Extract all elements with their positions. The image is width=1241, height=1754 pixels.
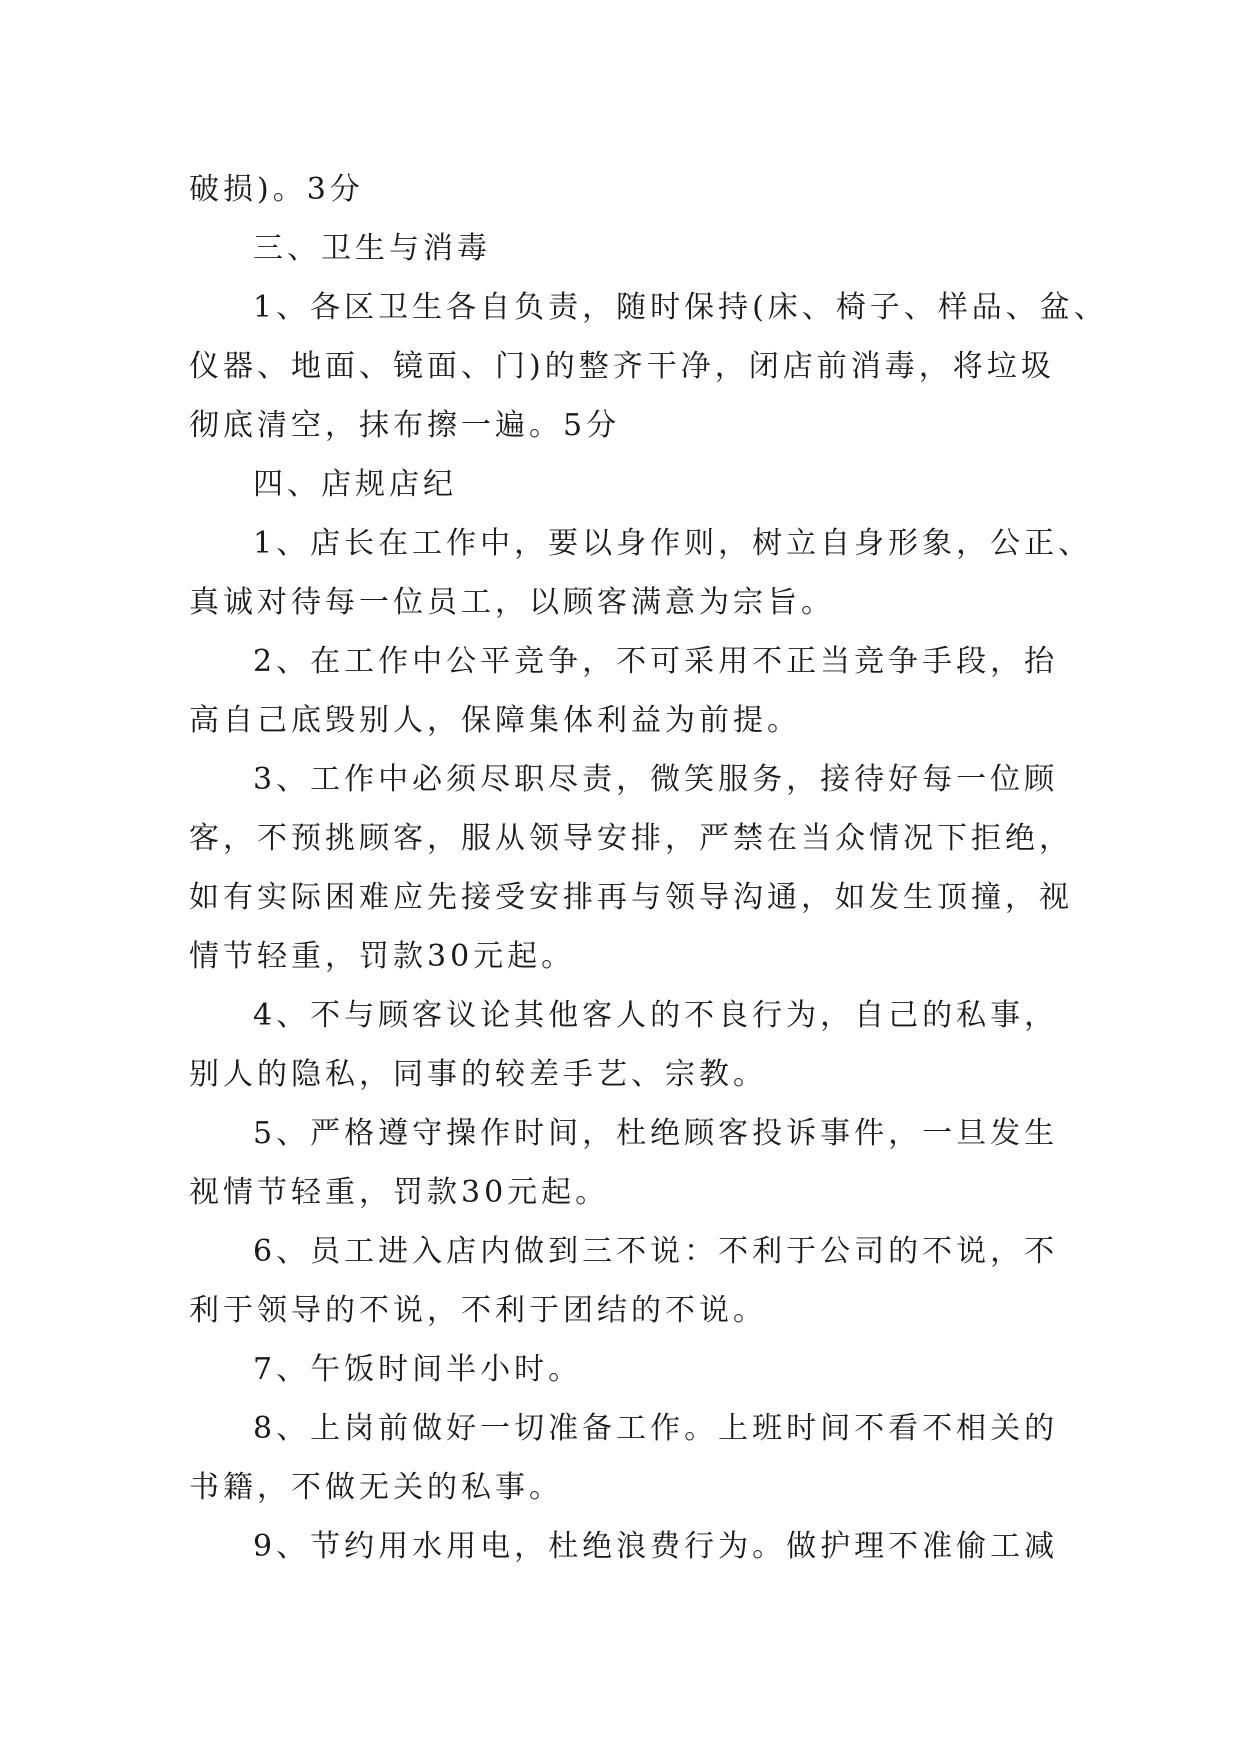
text-line: 情节轻重，罚款30元起。 — [189, 939, 576, 974]
text-line: 如有实际困难应先接受安排再与领导沟通，如发生顶撞，视 — [189, 880, 1073, 915]
text-line: 1、店长在工作中，要以身作则，树立自身形象，公正、 — [253, 526, 1093, 561]
document-body — [189, 160, 1108, 1576]
text-line: 破损)。3分 — [189, 172, 364, 207]
text-line: 书籍，不做无关的私事。 — [189, 1470, 563, 1505]
text-line: 2、在工作中公平竞争，不可采用不正当竞争手段，抬 — [253, 644, 1059, 679]
text-line: 4、不与顾客议论其他客人的不良行为，自己的私事， — [253, 998, 1059, 1033]
text-line: 别人的隐私，同事的较差手艺、宗教。 — [189, 1057, 767, 1092]
text-line: 9、节约用水用电，杜绝浪费行为。做护理不准偷工减 — [253, 1529, 1059, 1564]
text-line: 6、员工进入店内做到三不说：不利于公司的不说，不 — [253, 1234, 1059, 1269]
section-heading: 四、店规店纪 — [253, 467, 457, 502]
text-line: 仪器、地面、镜面、门)的整齐干净，闭店前消毒，将垃圾 — [189, 349, 1055, 384]
text-line: 利于领导的不说，不利于团结的不说。 — [189, 1293, 767, 1328]
text-line: 客，不预挑顾客，服从领导安排，严禁在当众情况下拒绝， — [189, 821, 1073, 856]
text-line: 高自己底毁别人，保障集体利益为前提。 — [189, 703, 801, 738]
text-line: 3、工作中必须尽职尽责，微笑服务，接待好每一位顾 — [253, 762, 1059, 797]
text-line: 真诚对待每一位员工，以顾客满意为宗旨。 — [189, 585, 835, 620]
text-line: 5、严格遵守操作时间，杜绝顾客投诉事件，一旦发生 — [253, 1116, 1059, 1151]
text-line: 视情节轻重，罚款30元起。 — [189, 1175, 610, 1210]
text-line: 7、午饭时间半小时。 — [253, 1352, 583, 1387]
text-line: 8、上岗前做好一切准备工作。上班时间不看不相关的 — [253, 1411, 1059, 1446]
section-heading: 三、卫生与消毒 — [253, 231, 491, 266]
text-line: 彻底清空，抹布擦一遍。5分 — [189, 408, 621, 443]
text-line: 1、各区卫生各自负责，随时保持(床、椅子、样品、盆、 — [253, 290, 1108, 325]
